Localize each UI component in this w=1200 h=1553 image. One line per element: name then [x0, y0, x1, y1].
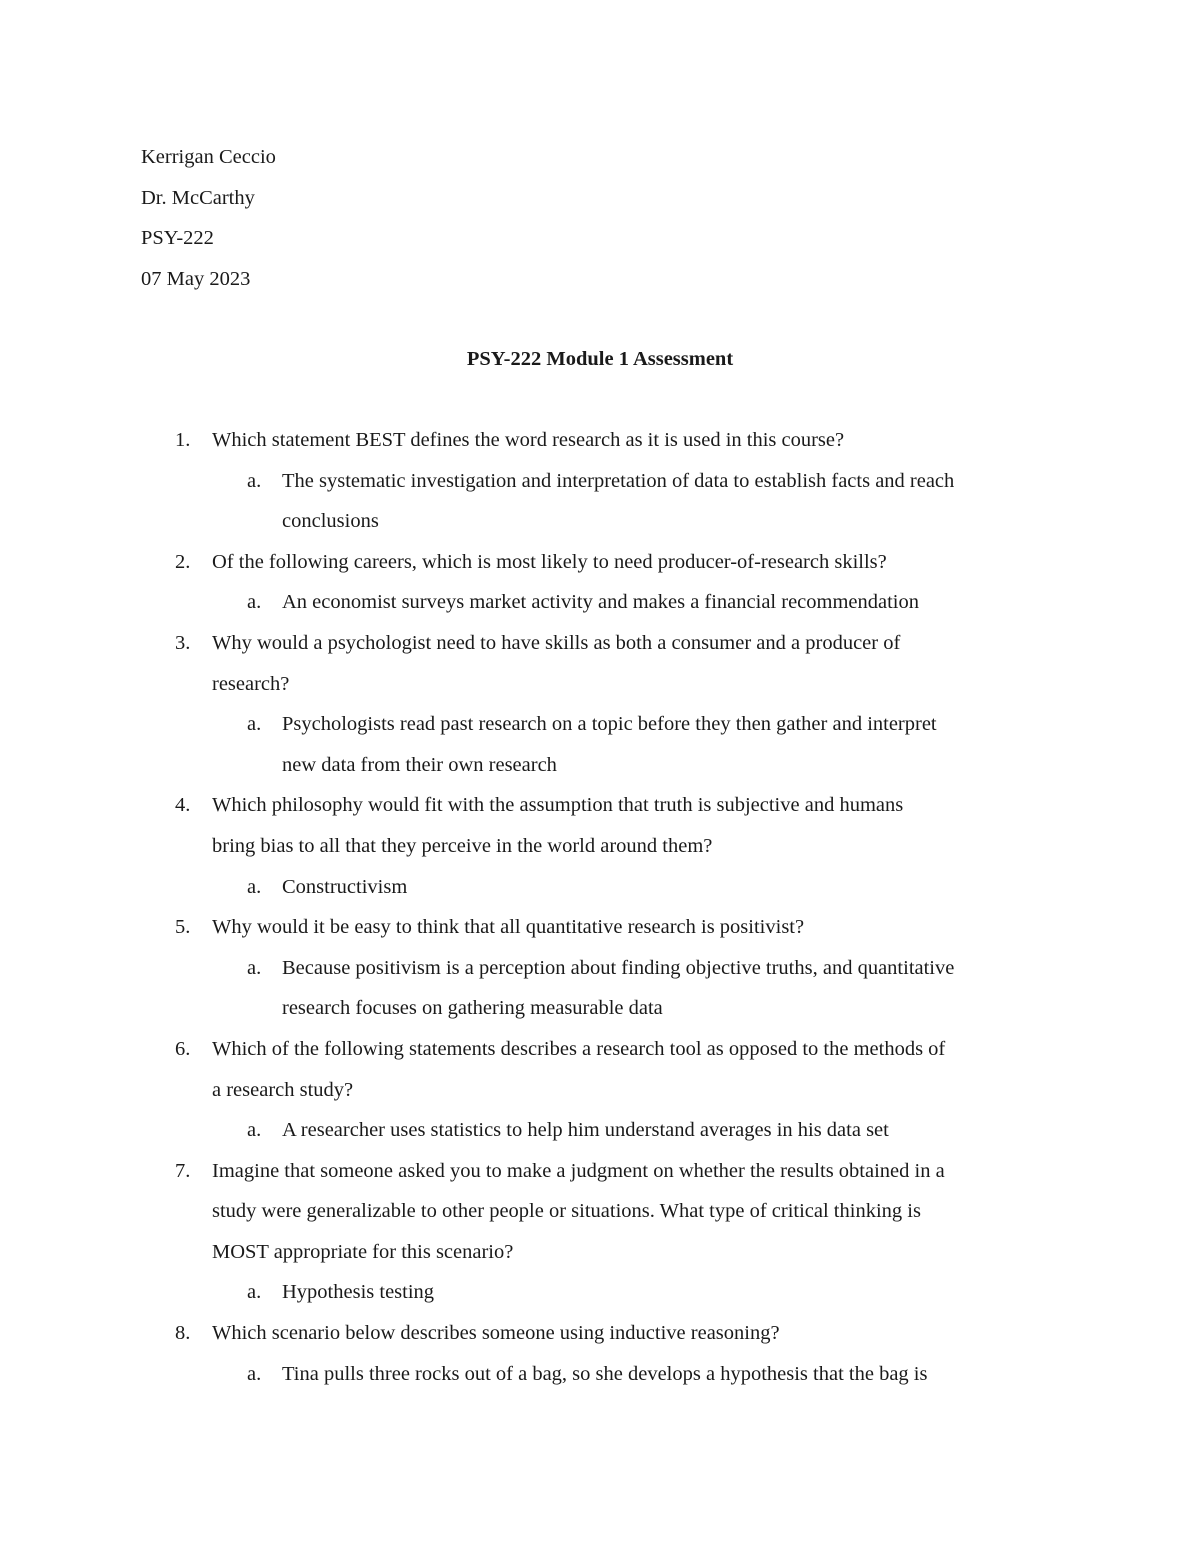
question-item	[141, 425, 1071, 547]
question-line	[141, 1075, 1071, 1116]
question-text: Why would it be easy to think that all quantitative research is positivist?	[212, 916, 805, 939]
answer-line	[141, 587, 1071, 628]
question-text: Imagine that someone asked you to make a judgment on whether the results obtained in a	[212, 1159, 945, 1182]
question-text: research?	[212, 672, 290, 695]
question-text: a research study?	[212, 1078, 354, 1101]
question-line	[141, 628, 1071, 669]
document-date: 07 May 2023	[141, 267, 251, 290]
answer-text: new data from their own research	[282, 753, 557, 776]
question-number: 4.	[175, 794, 191, 817]
question-item	[141, 790, 1071, 912]
question-number: 5.	[175, 916, 191, 939]
question-line	[141, 831, 1071, 872]
question-number: 2.	[175, 550, 191, 573]
question-line	[141, 912, 1071, 953]
answer-letter: a.	[247, 1362, 262, 1385]
question-item	[141, 547, 1071, 628]
answer-text: conclusions	[282, 510, 379, 533]
question-text: Why would a psychologist need to have skills as both a consumer and a producer of	[212, 631, 901, 654]
question-item	[141, 1318, 1071, 1399]
answer-line	[141, 1115, 1071, 1156]
question-line	[141, 1318, 1071, 1359]
answer-line	[141, 872, 1071, 913]
question-number: 6.	[175, 1037, 191, 1060]
question-line	[141, 547, 1071, 588]
answer-text: Constructivism	[282, 875, 408, 898]
question-number: 3.	[175, 631, 191, 654]
question-line	[141, 669, 1071, 710]
question-text: Which statement BEST defines the word research as it is used in this course?	[212, 429, 845, 451]
answer-text: Tina pulls three rocks out of a bag, so she develops a hypothesis that the bag is	[282, 1362, 928, 1385]
document-title: PSY-222 Module 1 Assessment	[466, 348, 734, 370]
question-text: Of the following careers, which is most likely to need producer-of-research skills?	[212, 550, 887, 573]
student-name: Kerrigan Ceccio	[141, 146, 276, 168]
question-list	[141, 425, 1071, 1399]
answer-line	[141, 750, 1071, 791]
question-number: 1.	[175, 429, 191, 451]
answer-text: An economist surveys market activity and makes a financial recommendation	[282, 591, 920, 614]
question-number: 8.	[175, 1322, 191, 1345]
question-text: Which of the following statements describes a research tool as opposed to the methods of	[212, 1037, 946, 1060]
question-number: 7.	[175, 1159, 191, 1182]
answer-letter: a.	[247, 956, 262, 979]
course-code: PSY-222	[141, 227, 214, 250]
question-line	[141, 1156, 1071, 1197]
answer-line	[141, 466, 1071, 507]
document-header	[141, 142, 276, 304]
question-text: MOST appropriate for this scenario?	[212, 1240, 514, 1263]
question-item	[141, 1156, 1071, 1318]
question-item	[141, 1034, 1071, 1156]
answer-line	[141, 506, 1071, 547]
answer-text: Psychologists read past research on a topic before they then gather and interpret	[282, 713, 937, 736]
answer-line	[141, 953, 1071, 994]
answer-letter: a.	[247, 591, 262, 614]
answer-letter: a.	[247, 875, 262, 898]
question-line	[141, 1034, 1071, 1075]
answer-text: Because positivism is a perception about finding objective truths, and quantitative	[282, 956, 955, 979]
question-text: Which scenario below describes someone using inductive reasoning?	[212, 1322, 780, 1345]
question-text: study were generalizable to other people or situations. What type of critical thinking is	[212, 1200, 921, 1223]
question-line	[141, 425, 1071, 466]
answer-text: Hypothesis testing	[282, 1281, 435, 1304]
answer-line	[141, 709, 1071, 750]
question-item	[141, 912, 1071, 1034]
instructor-name: Dr. McCarthy	[141, 186, 255, 209]
answer-letter: a.	[247, 1119, 262, 1142]
question-line	[141, 1196, 1071, 1237]
answer-text: The systematic investigation and interpretation of data to establish facts and reach	[282, 469, 955, 492]
question-line	[141, 790, 1071, 831]
answer-line	[141, 1359, 1071, 1400]
answer-letter: a.	[247, 1281, 262, 1304]
answer-letter: a.	[247, 469, 262, 492]
answer-text: research focuses on gathering measurable data	[282, 997, 663, 1020]
question-text: bring bias to all that they perceive in the world around them?	[212, 834, 713, 857]
answer-text: A researcher uses statistics to help him understand averages in his data set	[282, 1119, 889, 1142]
question-item	[141, 628, 1071, 790]
question-text: Which philosophy would fit with the assumption that truth is subjective and humans	[212, 794, 904, 817]
question-line	[141, 1237, 1071, 1278]
answer-letter: a.	[247, 713, 262, 736]
answer-line	[141, 1277, 1071, 1318]
answer-line	[141, 993, 1071, 1034]
